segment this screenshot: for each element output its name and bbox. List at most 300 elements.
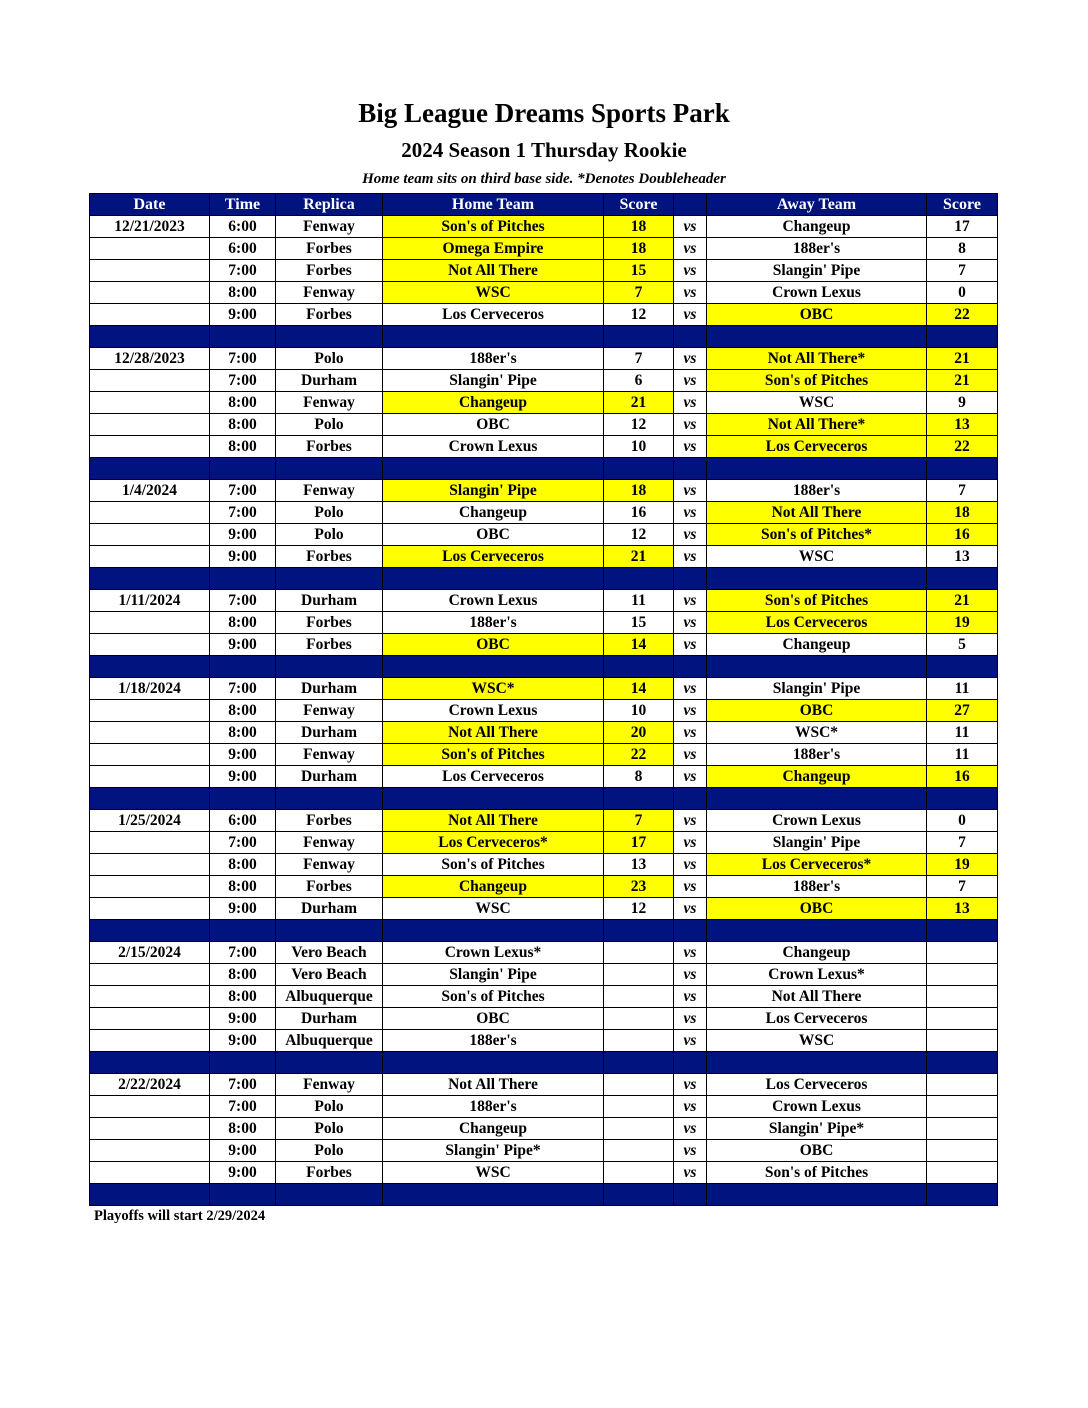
game-time: 8:00 [210, 854, 276, 876]
game-time: 8:00 [210, 436, 276, 458]
vs-label: vs [674, 590, 707, 612]
away-score: 7 [927, 876, 998, 898]
game-date [90, 832, 210, 854]
game-row [90, 1008, 998, 1030]
home-team: Changeup [383, 1118, 604, 1140]
game-date [90, 700, 210, 722]
game-date [90, 524, 210, 546]
away-team: Los Cerveceros [707, 612, 927, 634]
game-row [90, 1140, 998, 1162]
home-team: Omega Empire [383, 238, 604, 260]
away-team: Slangin' Pipe [707, 678, 927, 700]
week-separator [90, 568, 998, 590]
home-score: 6 [604, 370, 674, 392]
game-row [90, 1030, 998, 1052]
separator-cell [90, 326, 210, 348]
home-team: Crown Lexus [383, 590, 604, 612]
home-score [604, 1096, 674, 1118]
separator-cell [604, 920, 674, 942]
game-field: Fenway [276, 282, 383, 304]
schedule-note: Home team sits on third base side. *Denotes Doubleheader [362, 171, 726, 187]
game-time: 9:00 [210, 898, 276, 920]
away-team: Changeup [707, 634, 927, 656]
home-score: 21 [604, 546, 674, 568]
vs-label: vs [674, 370, 707, 392]
away-score: 13 [927, 898, 998, 920]
separator-cell [604, 1184, 674, 1206]
game-time: 9:00 [210, 1030, 276, 1052]
home-team: Crown Lexus [383, 700, 604, 722]
game-date [90, 238, 210, 260]
vs-label: vs [674, 238, 707, 260]
separator-cell [604, 458, 674, 480]
vs-label: vs [674, 1162, 707, 1184]
vs-label: vs [674, 832, 707, 854]
vs-label: vs [674, 1074, 707, 1096]
away-team: 188er's [707, 876, 927, 898]
home-score [604, 942, 674, 964]
vs-label: vs [674, 1096, 707, 1118]
away-score [927, 1008, 998, 1030]
away-score: 19 [927, 612, 998, 634]
home-score: 16 [604, 502, 674, 524]
game-time: 9:00 [210, 1140, 276, 1162]
separator-cell [210, 1184, 276, 1206]
game-row [90, 1096, 998, 1118]
game-time: 8:00 [210, 282, 276, 304]
separator-cell [276, 1052, 383, 1074]
away-score: 0 [927, 810, 998, 832]
separator-cell [604, 788, 674, 810]
game-field: Albuquerque [276, 1030, 383, 1052]
away-score: 27 [927, 700, 998, 722]
game-field: Durham [276, 898, 383, 920]
game-date [90, 1030, 210, 1052]
game-row [90, 678, 998, 700]
home-team: 188er's [383, 612, 604, 634]
separator-cell [210, 1052, 276, 1074]
away-team: Changeup [707, 216, 927, 238]
separator-cell [707, 458, 927, 480]
away-score: 16 [927, 766, 998, 788]
game-row [90, 942, 998, 964]
game-time: 9:00 [210, 766, 276, 788]
game-field: Vero Beach [276, 964, 383, 986]
game-field: Albuquerque [276, 986, 383, 1008]
away-score: 8 [927, 238, 998, 260]
away-score: 13 [927, 546, 998, 568]
game-date [90, 634, 210, 656]
game-field: Forbes [276, 810, 383, 832]
game-time: 7:00 [210, 832, 276, 854]
home-score: 23 [604, 876, 674, 898]
home-score: 8 [604, 766, 674, 788]
home-team: Slangin' Pipe [383, 370, 604, 392]
home-team: Not All There [383, 722, 604, 744]
separator-cell [674, 458, 707, 480]
away-score [927, 1074, 998, 1096]
game-date [90, 986, 210, 1008]
separator-cell [927, 788, 998, 810]
away-score: 5 [927, 634, 998, 656]
game-time: 7:00 [210, 348, 276, 370]
game-date [90, 766, 210, 788]
home-score: 12 [604, 414, 674, 436]
game-field: Fenway [276, 480, 383, 502]
game-date [90, 414, 210, 436]
game-field: Durham [276, 722, 383, 744]
table-header-row [90, 194, 998, 216]
away-score: 22 [927, 304, 998, 326]
separator-cell [674, 920, 707, 942]
game-time: 8:00 [210, 964, 276, 986]
away-team: OBC [707, 700, 927, 722]
game-row [90, 898, 998, 920]
separator-cell [276, 1184, 383, 1206]
vs-label: vs [674, 282, 707, 304]
home-score: 7 [604, 810, 674, 832]
home-team: OBC [383, 1008, 604, 1030]
home-score: 7 [604, 348, 674, 370]
separator-cell [674, 656, 707, 678]
game-date [90, 260, 210, 282]
away-score [927, 964, 998, 986]
separator-cell [707, 788, 927, 810]
home-score: 12 [604, 524, 674, 546]
week-separator [90, 788, 998, 810]
away-team: Not All There* [707, 348, 927, 370]
away-team: 188er's [707, 744, 927, 766]
week-separator [90, 326, 998, 348]
game-field: Forbes [276, 876, 383, 898]
game-field: Forbes [276, 612, 383, 634]
game-date [90, 1140, 210, 1162]
separator-cell [90, 656, 210, 678]
game-field: Durham [276, 678, 383, 700]
separator-cell [276, 656, 383, 678]
away-score: 22 [927, 436, 998, 458]
game-time: 6:00 [210, 216, 276, 238]
game-field: Forbes [276, 304, 383, 326]
col-header-vs [674, 194, 707, 216]
home-team: Los Cerveceros [383, 546, 604, 568]
away-team: Son's of Pitches [707, 1162, 927, 1184]
game-time: 9:00 [210, 1008, 276, 1030]
page-title: Big League Dreams Sports Park [358, 98, 730, 128]
separator-cell [927, 656, 998, 678]
separator-cell [276, 788, 383, 810]
away-score [927, 942, 998, 964]
game-date: 2/22/2024 [90, 1074, 210, 1096]
game-time: 8:00 [210, 986, 276, 1008]
away-score: 16 [927, 524, 998, 546]
game-date [90, 1008, 210, 1030]
separator-cell [276, 458, 383, 480]
game-time: 9:00 [210, 1162, 276, 1184]
home-score [604, 1118, 674, 1140]
separator-cell [210, 656, 276, 678]
game-field: Durham [276, 766, 383, 788]
away-team: WSC [707, 1030, 927, 1052]
away-team: Los Cerveceros* [707, 854, 927, 876]
game-time: 8:00 [210, 414, 276, 436]
game-field: Polo [276, 348, 383, 370]
game-row [90, 238, 998, 260]
home-score: 10 [604, 436, 674, 458]
home-team: Son's of Pitches [383, 216, 604, 238]
away-score: 19 [927, 854, 998, 876]
game-date: 2/15/2024 [90, 942, 210, 964]
away-score: 11 [927, 744, 998, 766]
separator-cell [90, 458, 210, 480]
away-team: Crown Lexus [707, 1096, 927, 1118]
game-date [90, 612, 210, 634]
page-subtitle: 2024 Season 1 Thursday Rookie [401, 138, 687, 162]
home-score: 15 [604, 612, 674, 634]
game-date [90, 722, 210, 744]
game-field: Forbes [276, 546, 383, 568]
game-row [90, 524, 998, 546]
away-team: Son's of Pitches* [707, 524, 927, 546]
game-field: Polo [276, 502, 383, 524]
away-score: 11 [927, 722, 998, 744]
away-team: OBC [707, 898, 927, 920]
game-row [90, 414, 998, 436]
game-field: Fenway [276, 700, 383, 722]
game-time: 7:00 [210, 370, 276, 392]
vs-label: vs [674, 414, 707, 436]
home-team: Changeup [383, 876, 604, 898]
game-field: Polo [276, 1118, 383, 1140]
away-score: 9 [927, 392, 998, 414]
home-score: 20 [604, 722, 674, 744]
separator-cell [383, 1052, 604, 1074]
game-date: 1/25/2024 [90, 810, 210, 832]
separator-cell [674, 326, 707, 348]
home-score: 18 [604, 216, 674, 238]
away-team: Crown Lexus [707, 282, 927, 304]
separator-cell [707, 568, 927, 590]
vs-label: vs [674, 348, 707, 370]
home-score: 11 [604, 590, 674, 612]
away-team: Crown Lexus [707, 810, 927, 832]
away-team: Changeup [707, 942, 927, 964]
game-time: 9:00 [210, 546, 276, 568]
away-team: Crown Lexus* [707, 964, 927, 986]
game-row [90, 876, 998, 898]
game-date: 1/18/2024 [90, 678, 210, 700]
away-score [927, 986, 998, 1008]
vs-label: vs [674, 744, 707, 766]
home-score: 14 [604, 634, 674, 656]
home-score [604, 1030, 674, 1052]
game-date [90, 392, 210, 414]
home-score: 17 [604, 832, 674, 854]
away-score [927, 1118, 998, 1140]
vs-label: vs [674, 1008, 707, 1030]
away-team: Son's of Pitches [707, 590, 927, 612]
away-team: 188er's [707, 480, 927, 502]
game-time: 9:00 [210, 744, 276, 766]
game-date [90, 1162, 210, 1184]
home-score: 12 [604, 898, 674, 920]
game-field: Forbes [276, 436, 383, 458]
away-score: 13 [927, 414, 998, 436]
away-team: Not All There* [707, 414, 927, 436]
separator-cell [90, 920, 210, 942]
away-team: Slangin' Pipe [707, 260, 927, 282]
vs-label: vs [674, 260, 707, 282]
game-time: 8:00 [210, 392, 276, 414]
col-header-time: Time [210, 194, 276, 216]
game-time: 7:00 [210, 1096, 276, 1118]
separator-cell [604, 656, 674, 678]
vs-label: vs [674, 964, 707, 986]
separator-cell [674, 568, 707, 590]
schedule-body [90, 216, 998, 1206]
game-row [90, 502, 998, 524]
game-date [90, 876, 210, 898]
separator-cell [210, 458, 276, 480]
col-header-away-score: Score [927, 194, 998, 216]
game-field: Vero Beach [276, 942, 383, 964]
home-team: Crown Lexus* [383, 942, 604, 964]
vs-label: vs [674, 392, 707, 414]
separator-cell [276, 568, 383, 590]
schedule-table [89, 193, 998, 1206]
home-team: Not All There [383, 260, 604, 282]
away-team: OBC [707, 304, 927, 326]
col-header-date: Date [90, 194, 210, 216]
away-score: 21 [927, 370, 998, 392]
vs-label: vs [674, 480, 707, 502]
vs-label: vs [674, 766, 707, 788]
separator-cell [276, 920, 383, 942]
game-field: Forbes [276, 1162, 383, 1184]
away-score: 17 [927, 216, 998, 238]
game-date [90, 854, 210, 876]
game-field: Forbes [276, 634, 383, 656]
away-score: 21 [927, 590, 998, 612]
away-score [927, 1030, 998, 1052]
separator-cell [90, 788, 210, 810]
col-header-home-score: Score [604, 194, 674, 216]
game-date [90, 546, 210, 568]
game-time: 6:00 [210, 238, 276, 260]
separator-cell [276, 326, 383, 348]
separator-cell [210, 920, 276, 942]
game-row [90, 810, 998, 832]
home-team: OBC [383, 414, 604, 436]
vs-label: vs [674, 1030, 707, 1052]
separator-cell [707, 920, 927, 942]
away-team: Slangin' Pipe* [707, 1118, 927, 1140]
game-date [90, 282, 210, 304]
game-time: 9:00 [210, 524, 276, 546]
game-time: 7:00 [210, 590, 276, 612]
vs-label: vs [674, 1140, 707, 1162]
game-date [90, 1118, 210, 1140]
home-team: Son's of Pitches [383, 854, 604, 876]
home-team: WSC [383, 282, 604, 304]
away-score: 11 [927, 678, 998, 700]
separator-cell [383, 326, 604, 348]
home-team: Los Cerveceros* [383, 832, 604, 854]
separator-cell [383, 568, 604, 590]
separator-cell [604, 1052, 674, 1074]
game-row [90, 282, 998, 304]
away-team: Not All There [707, 502, 927, 524]
away-score: 0 [927, 282, 998, 304]
game-time: 7:00 [210, 678, 276, 700]
game-time: 7:00 [210, 502, 276, 524]
vs-label: vs [674, 634, 707, 656]
away-team: WSC [707, 392, 927, 414]
home-team: Son's of Pitches [383, 744, 604, 766]
away-team: WSC* [707, 722, 927, 744]
away-score: 7 [927, 480, 998, 502]
home-team: Slangin' Pipe* [383, 1140, 604, 1162]
vs-label: vs [674, 876, 707, 898]
home-team: 188er's [383, 348, 604, 370]
game-date [90, 436, 210, 458]
away-team: Not All There [707, 986, 927, 1008]
game-time: 7:00 [210, 1074, 276, 1096]
vs-label: vs [674, 612, 707, 634]
home-score [604, 986, 674, 1008]
game-date [90, 304, 210, 326]
game-date [90, 1096, 210, 1118]
game-row [90, 590, 998, 612]
separator-cell [210, 326, 276, 348]
game-row [90, 304, 998, 326]
home-team: Crown Lexus [383, 436, 604, 458]
separator-cell [383, 1184, 604, 1206]
game-time: 9:00 [210, 634, 276, 656]
separator-cell [210, 788, 276, 810]
separator-cell [604, 568, 674, 590]
game-time: 8:00 [210, 876, 276, 898]
separator-cell [707, 656, 927, 678]
game-time: 8:00 [210, 612, 276, 634]
game-time: 8:00 [210, 722, 276, 744]
game-row [90, 1118, 998, 1140]
playoffs-note: Playoffs will start 2/29/2024 [94, 1208, 266, 1224]
separator-cell [707, 1184, 927, 1206]
separator-cell [674, 1184, 707, 1206]
home-team: Slangin' Pipe [383, 480, 604, 502]
home-score: 22 [604, 744, 674, 766]
separator-cell [707, 1052, 927, 1074]
vs-label: vs [674, 700, 707, 722]
away-team: OBC [707, 1140, 927, 1162]
game-time: 7:00 [210, 942, 276, 964]
game-field: Polo [276, 1140, 383, 1162]
away-score: 7 [927, 260, 998, 282]
game-field: Fenway [276, 744, 383, 766]
separator-cell [90, 568, 210, 590]
vs-label: vs [674, 854, 707, 876]
home-score [604, 1140, 674, 1162]
home-score [604, 1162, 674, 1184]
vs-label: vs [674, 436, 707, 458]
home-score: 10 [604, 700, 674, 722]
home-team: Changeup [383, 392, 604, 414]
separator-cell [383, 920, 604, 942]
away-team: Los Cerveceros [707, 1074, 927, 1096]
game-date [90, 744, 210, 766]
game-time: 6:00 [210, 810, 276, 832]
